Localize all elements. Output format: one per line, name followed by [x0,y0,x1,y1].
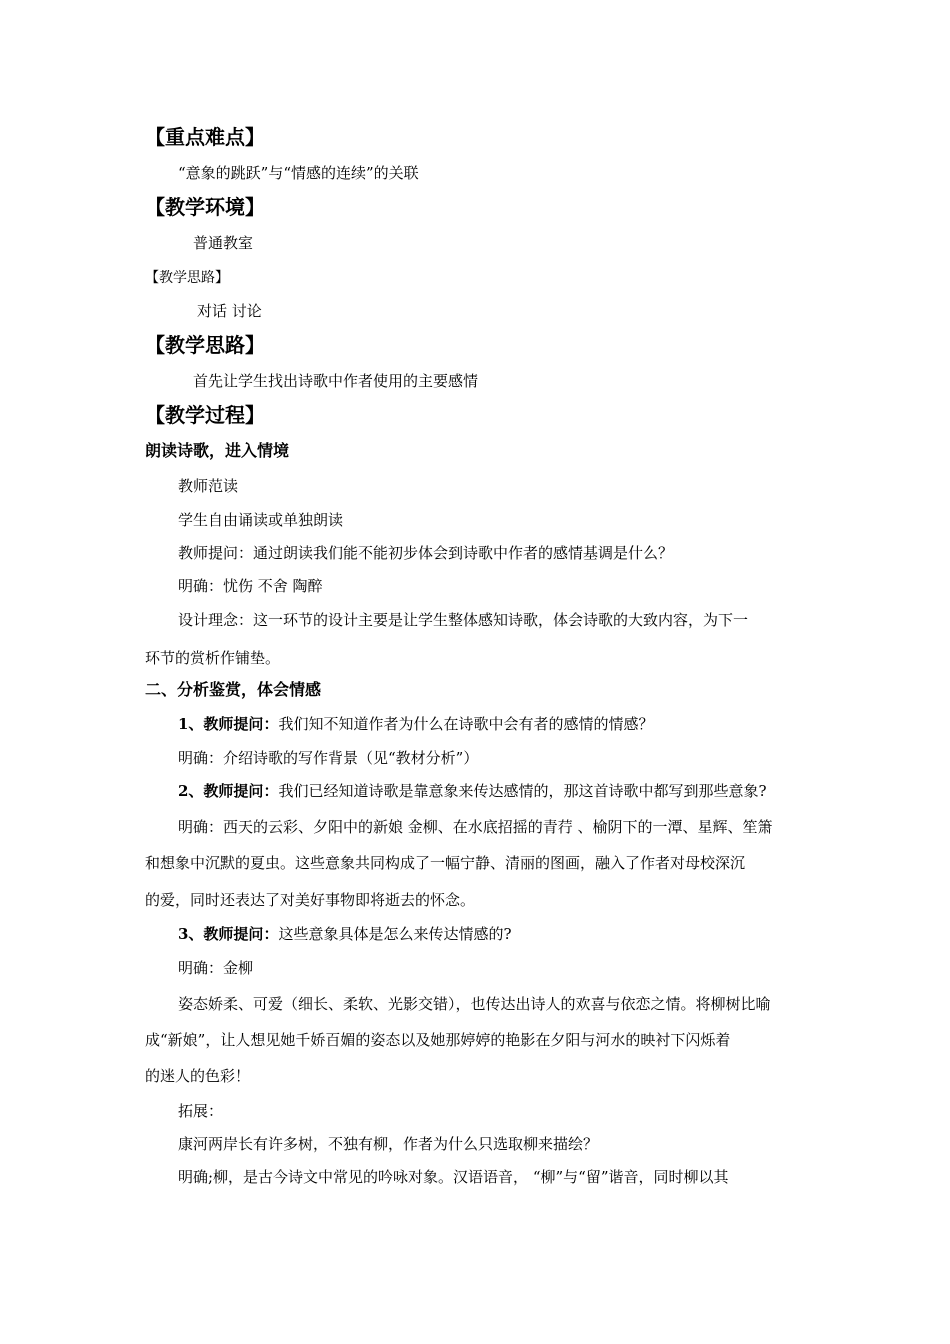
answer-1: 明确：介绍诗歌的写作背景（见“教材分析”） [178,749,479,767]
part1-title: 朗读诗歌，进入情境 [145,441,290,460]
environment-text: 普通教室 [193,234,254,252]
extension-question: 康河两岸长有许多树，不独有柳，作者为什么只选取柳来描绘？ [178,1135,599,1153]
analysis-line: 成“新娘”，让人想见她千娇百媚的姿态以及她那婷婷的艳影在夕阳与河水的映衬下闪烁着 [145,1031,731,1049]
question-2 [178,781,767,801]
approach-text: 首先让学生找出诗歌中作者使用的主要感情 [193,372,479,390]
answer-2-line: 明确：西天的云彩、夕阳中的新娘 金柳、在水底招摇的青荇 、榆阴下的一潭、星辉、笙箫 [178,818,773,836]
part1-line: 教师提问：通过朗读我们能不能初步体会到诗歌中作者的感情基调是什么？ [178,544,674,562]
answer-2-line: 的爱，同时还表达了对美好事物即将逝去的怀念。 [145,891,476,909]
question-1 [178,714,653,734]
key-points-text: “意象的跳跃”与“情感的连续”的关联 [178,164,419,182]
extension-answer: 明确;柳，是古今诗文中常见的吟咏对象。汉语语音， “柳”与“留”谐音，同时柳以其 [178,1168,729,1186]
approach-small-text: 对话 讨论 [197,302,262,320]
process-heading: 【教学过程】 [145,403,265,427]
question-text: 这些意象具体是怎么来传达情感的? [278,925,512,943]
extension-label: 拓展： [178,1102,224,1120]
part1-line: 教师范读 [178,477,239,495]
approach-small-heading: 【教学思路】 [145,270,229,286]
analysis-line: 姿态娇柔、可爱（细长、柔软、光影交错），也传达出诗人的欢喜与依恋之情。将柳树比喻 [178,995,771,1013]
key-points-heading: 【重点难点】 [145,125,265,149]
question-label: 1、教师提问： [178,715,279,733]
part1-line: 学生自由诵读或单独朗读 [178,511,344,529]
question-3 [178,924,512,944]
answer-2-line: 和想象中沉默的夏虫。这些意象共同构成了一幅宁静、清丽的图画，融入了作者对母校深沉 [145,854,746,872]
answer-3: 明确：金柳 [178,959,254,977]
part2-title: 二、分析鉴赏，体会情感 [145,680,322,699]
question-label: 3、教师提问： [178,925,279,943]
design-concept-line: 环节的赏析作铺垫。 [145,649,281,667]
part1-line: 明确：忧伤 不舍 陶醉 [178,577,323,595]
question-text: 我们已经知道诗歌是靠意象来传达感情的，那这首诗歌中都写到那些意象? [278,782,767,800]
approach-heading: 【教学思路】 [145,333,265,357]
question-label: 2、教师提问： [178,782,279,800]
environment-heading: 【教学环境】 [145,195,265,219]
question-text: 我们知不知道作者为什么在诗歌中会有者的感情的情感？ [278,715,654,733]
design-concept-line: 设计理念：这一环节的设计主要是让学生整体感知诗歌，体会诗歌的大致内容，为下一 [178,611,749,629]
analysis-line: 的迷人的色彩！ [145,1067,251,1085]
